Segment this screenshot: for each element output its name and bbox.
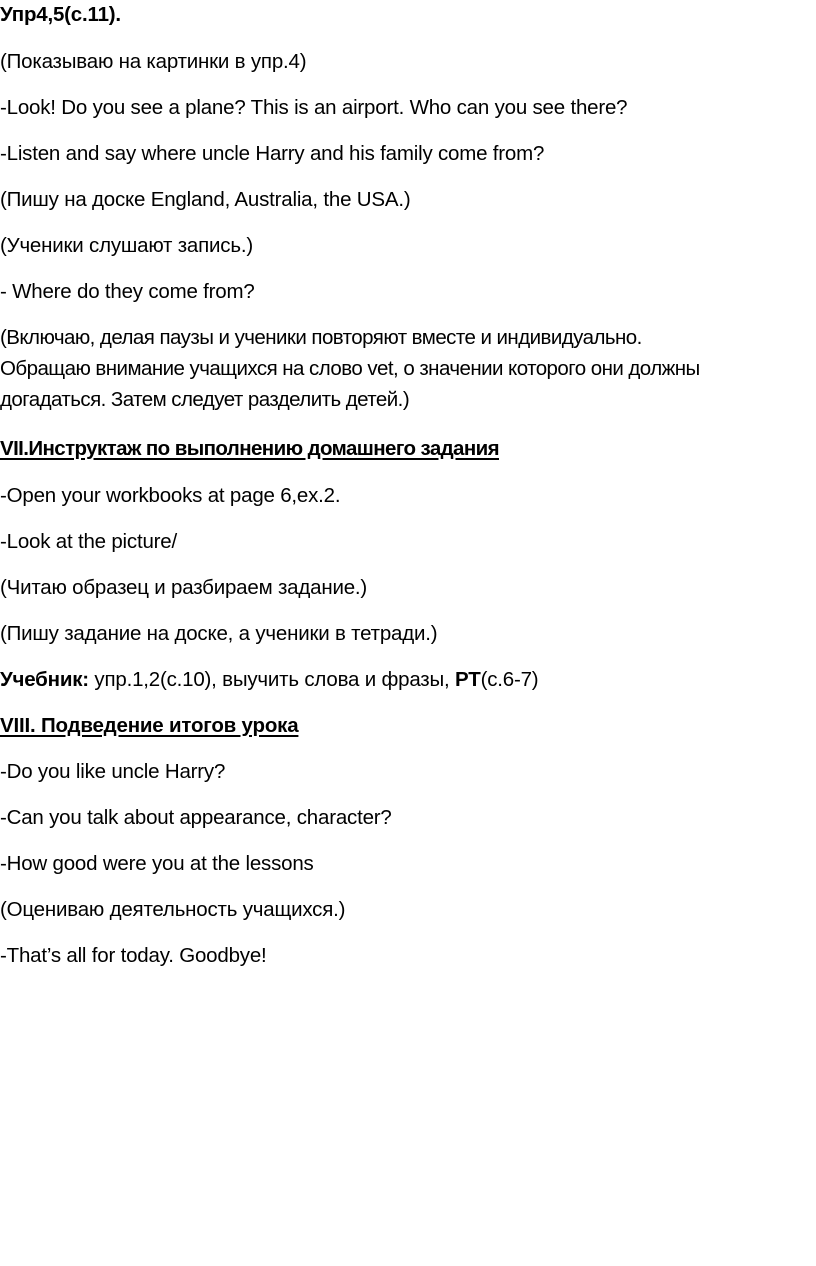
dialogue-line: -How good were you at the lessons: [0, 852, 314, 875]
instruction-line: (Пишу на доске England, Australia, the USA.): [0, 188, 411, 211]
instruction-line: (Показываю на картинки в упр.4): [0, 50, 307, 73]
textbook-label: Учебник:: [0, 668, 89, 691]
workbook-label: РТ: [455, 668, 481, 691]
exercise-title: Упр4,5(с.11).: [0, 3, 121, 26]
section-heading-viii: VIII. Подведение итогов урока: [0, 714, 299, 737]
workbook-text: (с.6-7): [480, 668, 539, 691]
textbook-text: упр.1,2(с.10), выучить слова и фразы,: [88, 668, 456, 691]
paragraph-line: Обращаю внимание учащихся на слово vet, о значении которого они должны: [0, 357, 700, 380]
instruction-line: (Ученики слушают запись.): [0, 234, 253, 257]
section-heading-vii: VII.Инструктаж по выполнению домашнего задания: [0, 437, 499, 460]
dialogue-line: - Where do they come from?: [0, 280, 255, 303]
dialogue-line: -Can you talk about appearance, character?: [0, 806, 392, 829]
dialogue-line: -That’s all for today. Goodbye!: [0, 944, 267, 967]
paragraph-line: догадаться. Затем следует разделить детей.): [0, 388, 410, 411]
dialogue-line: -Open your workbooks at page 6,ex.2.: [0, 484, 341, 507]
dialogue-line: -Do you like uncle Harry?: [0, 760, 226, 783]
instruction-line: (Пишу задание на доске, а ученики в тетради.): [0, 622, 438, 645]
dialogue-line: -Listen and say where uncle Harry and his family come from?: [0, 142, 545, 165]
instruction-line: (Оцениваю деятельность учащихся.): [0, 898, 346, 921]
dialogue-line: -Look! Do you see a plane? This is an airport. Who can you see there?: [0, 96, 628, 119]
paragraph-line: (Включаю, делая паузы и ученики повторяют вместе и индивидуально.: [0, 326, 642, 349]
dialogue-line: -Look at the picture/: [0, 530, 177, 553]
instruction-line: (Читаю образец и разбираем задание.): [0, 576, 368, 599]
homework-line: [0, 668, 538, 692]
instruction-paragraph: [0, 322, 816, 415]
